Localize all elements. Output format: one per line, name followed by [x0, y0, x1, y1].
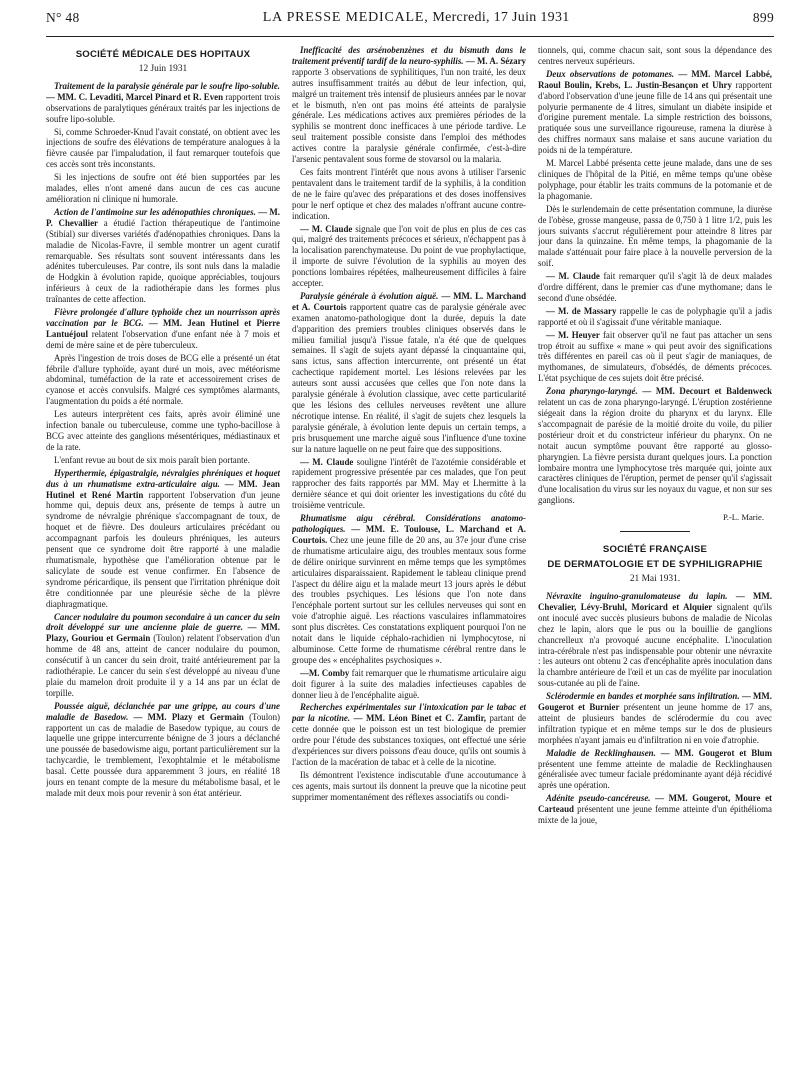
column-3: [538, 45, 772, 1075]
item-text: Les auteurs interprètent ces faits, après avoir éliminé une infection banale ou tuberculeuse, comme une typho-bacillose à BCG avec atteinte des ganglions mésentériques, médiastinaux et de la rate.: [46, 409, 280, 452]
item-authors: — M. Claude: [546, 271, 600, 282]
paragraph: [538, 271, 772, 304]
paragraph: [292, 224, 526, 289]
item-text: fait observer qu'il ne faut pas attacher un sens trop étroit au suffixe « mane » qui peut avoir des significations très différentes en pareil cas où il peut s'agir de maniaques, de mythomanes, de simulateurs, d'obsédés, de déments précoces. L'état psychique de ces sujets doit être précisé.: [538, 329, 772, 384]
paragraph: [46, 81, 280, 125]
item-text: fait remarquer qu'il s'agit là de deux malades d'ordre différent, dans le premier cas d'une mythomane; dans le second d'une obsédée.: [538, 271, 772, 303]
item-authors: — M. A. Sézary: [465, 55, 526, 66]
paragraph: [538, 330, 772, 385]
paragraph: [538, 793, 772, 826]
item-authors: — MM. E. Toulouse, L. Marchand et A. Courtois.: [292, 523, 526, 545]
item-text: relatent un cas de zona pharyngo-laryngé. L'éruption zostérienne siégeait dans la région droite du pharynx et du larynx. Elle s'accompagnait de parésie de la moitié droite du voile, du pilier postérieur droit et du constricteur inférieur du pharynx. On ne notait aucun symptôme pouvant être rapporté au glosso-pharyngien. La fièvre persista durant quelques jours. La ponction lombaire montra une lymphocytose très marquée qui, jointe aux caractères cliniques de l'éruption, permet de penser qu'il s'agissait d'une localisation du virus sur les noyaux du vague, et non sur ses ganglions.: [538, 397, 772, 506]
paragraph: [292, 770, 526, 803]
paragraph: [46, 612, 280, 699]
paragraph: [46, 455, 280, 466]
section-date: 12 Juin 1931: [138, 64, 188, 74]
item-authors: — MM. Marcel Labbé, Raoul Boulin, Krebs, L. Justin-Besançon et Uhry: [538, 68, 772, 90]
item-heading: Poussée aiguë, déclanchée par une grippe, au cours d'une maladie de Basedow.: [46, 700, 280, 722]
item-text: rapportent trois observations de paralytiques généraux traités par les injections de soufre lipo-soluble.: [46, 91, 280, 124]
item-heading: Sclérodermie en bandes et morphée sans infiltration.: [546, 691, 740, 702]
article-columns: [46, 45, 774, 1075]
item-heading: Zona pharyngo-laryngé.: [546, 386, 638, 397]
item-authors: — MM. Jean Hutinel et Pierre Lantuéjoul: [46, 317, 280, 339]
item-authors: — M. Heuyer: [546, 329, 600, 340]
item-authors: — M. P. Chevallier: [46, 206, 280, 228]
item-text: Si, comme Schroeder-Knud l'avait constaté, on obtient avec les injections de soufre des élévations de température analogues à la fièvre causée par l'impaludation, il faut remarquer toutefois que ces accès sont très inconstants.: [46, 126, 280, 170]
item-text: tionnels, qui, comme chacun sait, sont sous la dépendance des centres nerveux supérieurs.: [538, 45, 772, 66]
item-text: Ces faits montrent l'intérêt que nous avons à utiliser l'arsenic pentavalent dans le traitement tardif de la syphilis, à la condition de ne le faire qu'avec des préparations et des doses inoffensives pour le nerf optique et chez des malades n'offrant aucune contre-indication.: [292, 166, 526, 221]
item-text: présentent une femme atteinte de maladie de Recklinghausen généralisée avec tumeur faciale prédominante ayant déjà récidivé après une opération.: [538, 758, 772, 791]
paragraph: [538, 386, 772, 506]
paragraph: [46, 409, 280, 453]
item-authors: — MM. Chevalier, Lévy-Bruhl, Moricard et Alquier: [538, 590, 772, 612]
paragraph: [46, 701, 280, 799]
issue-number: N° 48: [46, 10, 80, 25]
item-heading: Névraxite inguino-granulomateuse du lapin.: [546, 590, 728, 601]
item-text: Dès le surlendemain de cette présentation commune, la diurèse de l'obèse, grosse mangeuse, passa de 0,750 à 1 litre 1/2, puis les jours suivants s'accrut régulièrement pour atteindre 8 litres par jour dans la quinzaine. En même temps, la phagomanie de la malade s'atténuait pour faire place à la nouvelle perversion de la soif.: [538, 203, 772, 269]
column-3-body: [538, 45, 772, 506]
item-authors: — MM. Plazy et Germain: [133, 711, 244, 722]
paragraph: [538, 591, 772, 689]
item-authors: —M. Comby: [300, 667, 350, 678]
paragraph: [292, 291, 526, 455]
signature: P.-L. Marie.: [722, 512, 764, 523]
journal-title: [263, 10, 570, 26]
page-header: [46, 0, 774, 37]
item-heading: Inefficacité des arsénobenzènes et du bismuth dans le traitement préventif tardif de la neuro-syphilis.: [292, 45, 526, 66]
item-authors: — M. Claude: [300, 456, 354, 467]
section-title-line1: SOCIÉTÉ FRANÇAISE: [602, 544, 708, 556]
paragraph: [538, 69, 772, 156]
item-text: rappelle le cas de polyphagie qu'il a jadis rapporté et où il s'agissait d'une véritable maniaque.: [538, 305, 772, 327]
journal-name: LA PRESSE MEDICALE,: [262, 10, 429, 25]
column-2-body: [292, 45, 526, 803]
paragraph: [538, 306, 772, 328]
item-authors: — MM. Decourt et Baldenweck: [642, 386, 772, 397]
item-text: partant de cette donnée que le poisson est un test biologique de premier ordre pour l'étude des substances toxiques, ont effectué une série d'expériences sur divers poissons d'eau douce, qu'ils ont soumis à l'action de la macération de tabac et à celle de la nicotine.: [292, 713, 526, 767]
item-text: signale que l'on voit de plus en plus de ces cas qui, malgré des traitements précoces et sérieux, n'échappent pas à la localisation parenchymateuse. Du point de vue prophylactique, il importe de suivre l'évolution de la syphilis au moyen des ponctions lombaires répétées, malheureusement difficiles à faire accepter.: [292, 223, 526, 289]
paragraph: [46, 307, 280, 351]
item-heading: Traitement de la paralysie générale par le soufre lipo-soluble.: [54, 80, 280, 91]
item-heading: Rhumatisme aigu cérébral. Considérations anatomo-pathologiques.: [292, 513, 526, 534]
item-authors: — MM. Plazy, Gouriou et Germain: [46, 622, 280, 644]
column-1-body: [46, 81, 280, 799]
item-text: M. Marcel Labbé présenta cette jeune malade, dans une de ses cliniques de l'hôpital de la Pitié, en même temps qu'une obèse polyphage, pour établir les traits communs de la potomanie et de la phagomanie.: [538, 158, 772, 201]
item-text: Chez une jeune fille de 20 ans, au 37e jour d'une crise de rhumatisme articulaire aigu, des troubles mentaux sous forme de délire onirique survinrent en même temps que les symptômes articulaires disparaissaient. Rapidement le tableau clinique prend l'aspect du délire aigu et la malade meurt 13 jours après le début des troubles psychiques. Les lésions que l'on note dans l'encéphale portent surtout sur les cellules nerveuses qui sont en voie d'atrophie aiguë. Les réactions vasculaires inflammatoires sont plus discrètes. Ces constatations expliquent pourquoi l'on ne notait dans le liquide céphalo-rachidien ni lymphocytose, ni albuminose. Cette forme de rhumatisme cérébral rentre dans le groupe des « encéphalites psychosiques ».: [292, 534, 526, 665]
section-date: 21 Mai 1931.: [629, 574, 681, 585]
paragraph: [292, 513, 526, 666]
section-title-line2: DE DERMATOLOGIE ET DE SYPHILIGRAPHIE: [547, 559, 763, 571]
item-authors: — MM. Gougerot et Blum: [660, 747, 772, 758]
item-text: signalent qu'ils ont inoculé avec succès plusieurs bubons de maladie de Nicolas chez le lapin, alors que le pus ou la bouillie de ganglions chancrelleux n'a provoqué aucune encéphalite. L'inoculation intra-cérébrale n'est pas indispensable pour obtenir une névraxite : les auteurs ont obtenu 2 cas d'encéphalite après inoculation dans la chambre antérieure de l'œil et un cas de myélite par inoculation sous-cutanée au pli de l'aine.: [538, 601, 772, 689]
item-text: rapportent quatre cas de paralysie générale avec examen anatomo-pathologique dont la durée, depuis la date d'apparition des premiers troubles cliniques observés dans le milieu familial jusqu'à l'issue fatale, n'a été que de quelques semaines. Il s'agit de sujets ayant dépassé la cinquantaine qui, sans ictus, sans affection intercurrente, ont présenté un état cachectique rapidement mortel. Les lésions relevées par les auteurs sont aussi accusées que celles que l'on note dans la paralysie générale à évolution classique, avec cette particularité que les lésions des cellules nerveuses revêtent une allure nécrotique intense. En réalité, il s'agit de sujets chez lesquels la paralysie générale, à évolution lente depuis un certain temps, a pris brusquement une marche aiguë sous l'influence d'une toxine sur la nature laquelle on ne peut faire que des suppositions.: [292, 301, 526, 454]
item-authors: — MM. Gougerot, Moure et Carteaud: [538, 793, 772, 815]
paragraph: [538, 748, 772, 792]
item-text: L'enfant revue au bout de six mois paraît bien portante.: [54, 454, 250, 465]
item-text: (Toulon) rapportent un cas de maladie de Basedow typique, au cours de laquelle une grippe intercurrente bénigne de 3 jours a déclanché une poussée de basedowisme aigu, portant particulièrement sur la tachycardie, le tremblement, l'exophtalmie et le métabolisme basal. Cette poussée dura apparemment 3 jours, en réalité 18 jours en tenant compte de la mesure du métabolisme basal, et le malade mit deux mois pour revenir à son état antérieur.: [46, 711, 280, 798]
page-number: 899: [752, 10, 774, 25]
column-1: [46, 45, 280, 1075]
item-heading: Fièvre prolongée d'allure typhoïde chez un nourrisson après vaccination par le BCG.: [46, 307, 280, 328]
item-authors: — M. de Massary: [546, 305, 617, 316]
item-authors: — M. Claude: [300, 223, 353, 234]
item-authors: — MM. C. Levaditi, Marcel Pinard et R. Even: [46, 91, 224, 102]
paragraph: [292, 457, 526, 512]
item-authors: — MM. L. Marchand et A. Courtois: [292, 290, 526, 312]
paragraph: [292, 702, 526, 767]
paragraph: [538, 45, 772, 67]
paragraph: [292, 167, 526, 222]
item-text: rapportent d'abord l'observation d'une jeune fille de 14 ans qui présentait une polyurie permanente de 4 litres, simulant un diabète insipide et d'origine purement mentale. La simple restriction des boissons, pratiquée sous une surveillance rigoureuse, ramena la diurèse à des chiffres normaux sans malaise et sans aucune variation du poids ni de la température.: [538, 79, 772, 156]
paragraph: [292, 668, 526, 701]
item-text: souligne l'intérêt de l'azotémie considérable et rapidement progressive présentée par ces malades, que l'on peut rapprocher des faits rapportés par MM. May et Lhermitte à la dernière séance et qui doit orienter les investigations du côté du troisième ventricule.: [292, 456, 526, 511]
item-authors: — MM. Gougerot et Burnier: [538, 691, 772, 713]
item-authors: — MM. Jean Hutinel et René Martin: [46, 478, 280, 500]
column-3-body-2: [538, 591, 772, 826]
paragraph: [292, 45, 526, 165]
item-heading: Maladie de Recklinghausen.: [546, 747, 656, 758]
item-text: a étudié l'action thérapeutique de l'antimoine (Stibial) sur diverses variétés d'adénopathies chroniques. Dans la maladie de Nicolas-Favre, il semble montrer un agent curatif remarquable. Ses résultats sont souvent intéressants dans les adénites tuberculeuses. Par contre, ils sont nuls dans la maladie de Hodgkin à évolution rapide, quoique appréciables, toujours inférieurs à ceux de la radiothérapie dans les formes plus traînantes de cette affection.: [46, 217, 280, 305]
paragraph: [46, 172, 280, 205]
item-heading: Deux observations de potomanes.: [546, 68, 675, 79]
paragraph: [46, 468, 280, 610]
item-text: rapportent l'observation d'un jeune homme qui, depuis deux ans, présente de temps à autre un syndrome de névralgie phrénique s'accompagnant de toux, de hoquet et de fièvre. Des douleurs articulaires précédant ou accompagnant parfois les douleurs phréniques, les auteurs pensent que ce syndrome doit être rapporté à une maladie rhumatismale, hypothèse que l'amélioration obtenue par le salicylate de soude est venue confirmer. En l'absence de syndrome péricardique, ils pensent que l'irritation phrénique doit être conditionnée par une pleurésie sèche de la plèvre diaphragmatique.: [46, 489, 280, 609]
item-heading: Action de l'antimoine sur les adénopathies chroniques.: [54, 206, 256, 217]
item-text: Après l'ingestion de trois doses de BCG elle a présenté un état fébrile d'allure typhoïde, ayant duré un mois, avec météorisme abdominal, tuméfaction de la rate et accessoirement crises de cyanose et accès convulsifs. Malgré ces symptômes alarmants, l'augmentation du poids a été normale.: [46, 352, 280, 407]
item-heading: Hyperthermie, épigastralgie, névralgies phréniques et hoquet dus à un rhumatisme extra-articulaire aigu.: [46, 467, 280, 489]
item-text: rapporte 3 observations de syphilitiques, l'un non traité, les deux autres insuffisamment traités au début de leur infection, qui, malgré un traitement très intensif de plusieurs années par le novar et le bismuth, n'en ont pas moins été atteints de paralysie générale. Les médications actives aux premières périodes de la syphilis se montrent donc inefficaces à une période tardive. Le seul traitement possible consiste dans l'emploi des méthodes actives contre la paralysie générale confirmée, c'est-à-dire l'arsenic pentavalent sous forme de stovarsol ou la malaria.: [292, 66, 526, 165]
item-text: Ils démontrent l'existence indiscutable d'une accoutumance à ces agents, mais surtout ils donnent la preuve que la nicotine peut supprimer momentanément des réflexes associatifs ou condi-: [292, 769, 526, 802]
item-authors: — MM. Léon Binet et C. Zamfir,: [353, 713, 486, 724]
section-title: SOCIÉTÉ MÉDICALE DES HOPITAUX: [75, 49, 251, 60]
item-heading: Paralysie générale à évolution aiguë.: [300, 290, 439, 301]
column-2: [292, 45, 526, 1075]
item-heading: Cancer nodulaire du poumon secondaire à un cancer du sein droit développé sur une ancienne plaie de guerre.: [46, 611, 280, 633]
item-text: (Toulon) relatent l'observation d'un homme de 48 ans, atteint de cancer nodulaire du poumon, consécutif à un cancer du sein droit, traité antérieurement par la radiothérapie. Le cancer du sein s'est développé au niveau d'une plaie du mamelon droit produite il y a 14 ans par un éclat de torpille.: [46, 633, 280, 698]
item-text: Si les injections de soufre ont été bien supportées par les malades, elles n'ont amené dans aucun de ces cas aucune amélioration ni clinique ni humorale.: [46, 172, 280, 204]
paragraph: [538, 158, 772, 202]
item-text: présentent un jeune homme de 17 ans, atteint de plusieurs bandes de sclérodermie du cou avec infiltration typique et en même temps sur le dos de plusieurs morphées n'ayant jamais eu d'infiltration ni en voie d'atrophie.: [538, 702, 772, 745]
paragraph: [46, 127, 280, 171]
paragraph: [46, 207, 280, 305]
paragraph: [46, 353, 280, 408]
item-text: présentent une jeune femme atteinte d'un épithélioma mixte de la joue,: [538, 804, 772, 826]
item-heading: Adénite pseudo-cancéreuse.: [546, 793, 651, 804]
item-heading: Recherches expérimentales sur l'intoxication par le tabac et par la nicotine.: [292, 702, 526, 724]
item-text: fait remarquer que le rhumatisme articulaire aigu doit figurer à la suite des maladies infectieuses capables de donner lieu à de l'encéphalite aiguë.: [292, 667, 526, 700]
item-text: relatent l'observation d'une enfant née à 7 mois et demi de mère saine et de père tuberculeux.: [46, 328, 280, 350]
paragraph: [538, 204, 772, 269]
paragraph: [538, 691, 772, 746]
issue-date: Mercredi, 17 Juin 1931: [432, 10, 570, 25]
section-divider: [620, 531, 690, 532]
